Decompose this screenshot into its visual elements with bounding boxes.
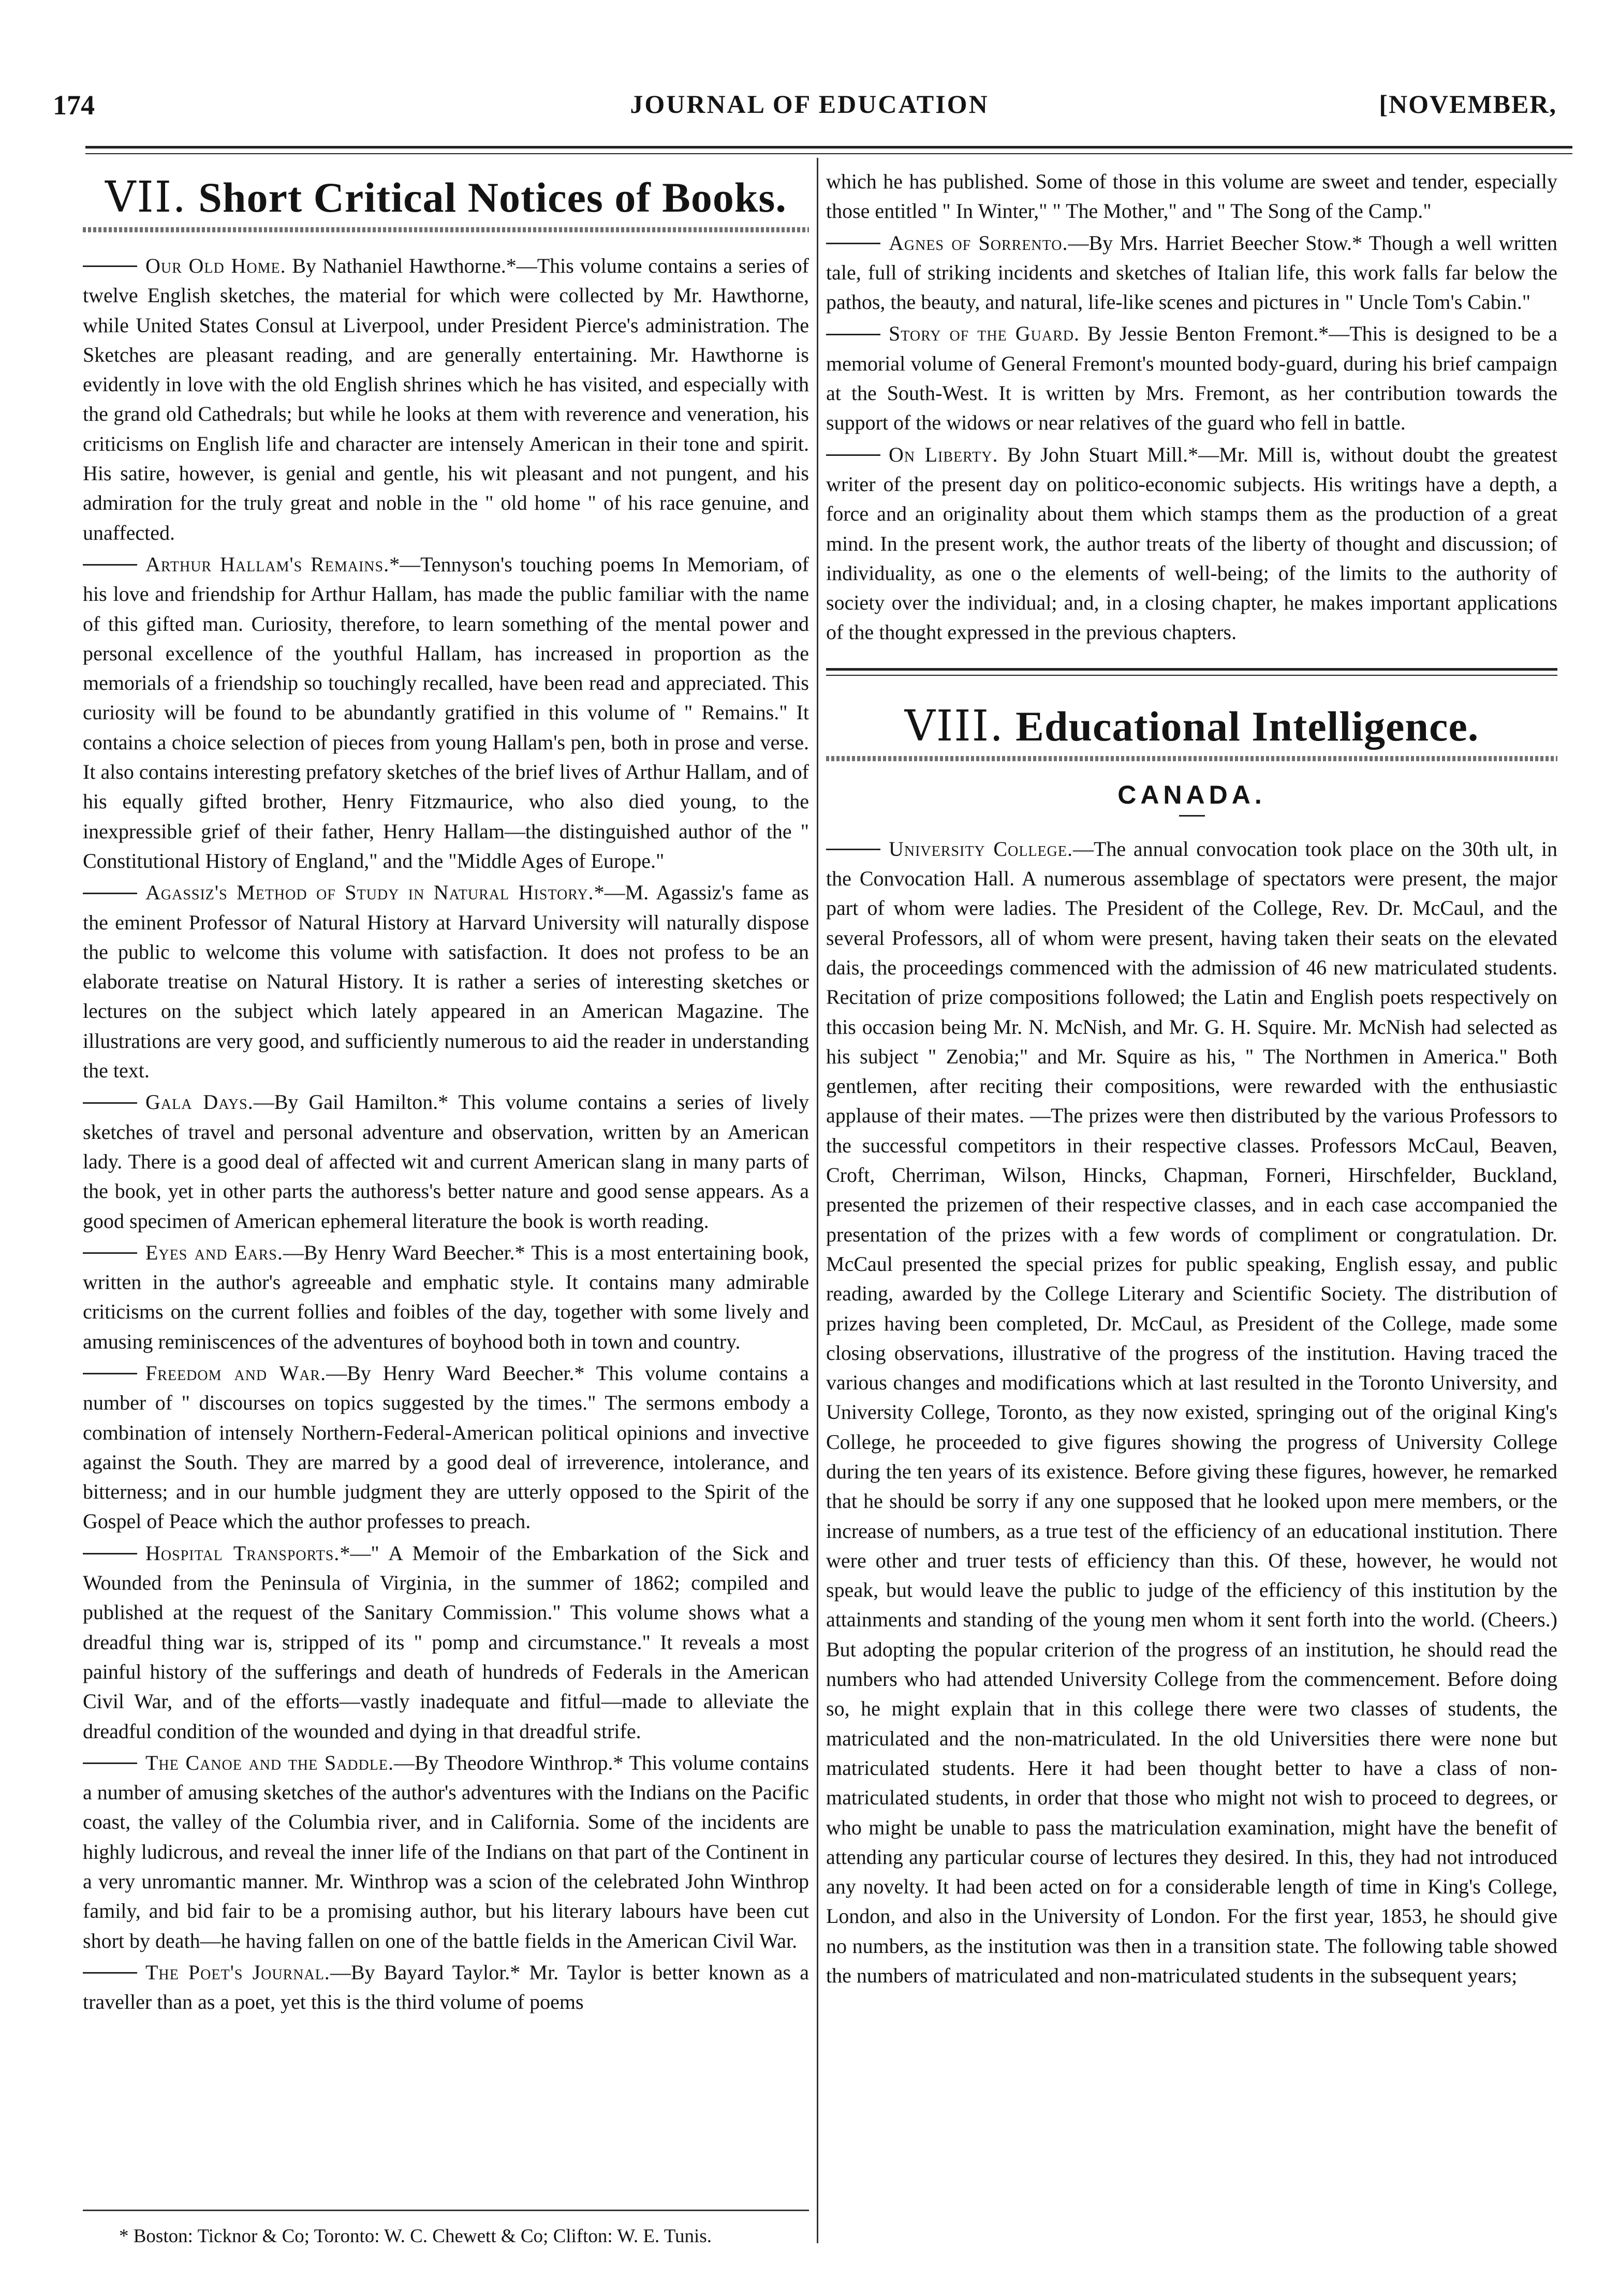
notice-body: *—" A Memoir of the Embarkation of the Sick and Wounded from the Peninsula of Virginia, in the summer of 1862; compiled and published at the request of the Sanitary Commission." This volume shows what a dreadful thing war is, stripped of its " pomp and circumstance." It reveals a most painful history of the sufferings and death of hundreds of Federals in the American Civil War, and of the efforts—vastly inadequate and fitful—made to alleviate the dreadful condition of the wounded and dying in that dreadful strife. — [83, 1541, 809, 1743]
news-article — [826, 834, 1557, 1991]
page-header — [41, 78, 1578, 129]
book-title: The Canoe and the Saddle. — [145, 1751, 394, 1774]
book-notice — [83, 1238, 809, 1356]
em-rule — [83, 893, 137, 894]
em-rule — [826, 849, 880, 850]
left-column — [83, 167, 809, 2019]
footnote: * Boston: Ticknor & Co; Toronto: W. C. Chewett & Co; Clifton: W. E. Tunis. — [119, 2226, 712, 2247]
em-rule — [826, 334, 880, 335]
notice-body: —By Henry Ward Beecher.* This is a most entertaining book, written in the author's agreeable and emphatic style. It contains many admirable criticisms on the current follies and foibles of the day, together with some lively and amusing reminiscences of the adventures of boyhood both in town and country. — [83, 1240, 809, 1353]
em-rule — [83, 265, 137, 267]
book-notice — [83, 1748, 809, 1956]
notice-body: By Nathaniel Hawthorne.*—This volume contains a series of twelve English sketches, the material for which were collected by Mr. Hawthorne, while United States Consul at Liverpool, under President Pierce's administration. The Sketches are pleasant reading, and are generally entertaining. Mr. Hawthorne is evidently in love with the old English shrines which he has visited, and especially with the grand old Cathedrals; but while he looks at them with reverence and veneration, his criticisms on English life and character are intensely American in their tone and spirit. His satire, however, is genial and gentle, his wit pleasant and not pungent, and his admiration for the truly great and noble in the " old home " of his race genuine, and unaffected. — [83, 254, 809, 544]
article-title: University College. — [889, 837, 1073, 861]
notice-body: —By Gail Hamilton.* This volume contains a series of lively sketches of travel and personal adventure and observation, written by an American lady. There is a good deal of affected wit and current American slang in many parts of the book, yet in other parts the authoress's better nature and good sense appears. As a good specimen of American ephemeral literature the book is worth reading. — [83, 1090, 809, 1233]
notice-body: By John Stuart Mill.*—Mr. Mill is, without doubt the greatest writer of the present day on politico-economic subjects. His writings have a depth, a force and an originality about them which stamps them as the production of a great mind. In the present work, the author treats of the liberty of thought and discussion; of individuality, as one o the elements of well-being; of the limits to the authority of society over the individual; and, in a closing chapter, he makes important applications of the thought expressed in the previous chapters. — [826, 442, 1558, 644]
section-8-title — [826, 702, 1557, 751]
page-number: 174 — [53, 90, 95, 121]
em-rule — [83, 1102, 137, 1104]
issue-month: [NOVEMBER, — [1379, 90, 1557, 118]
book-title: Story of the Guard. — [889, 322, 1080, 346]
short-rule — [1179, 815, 1205, 817]
book-notice — [83, 1087, 809, 1235]
notice-body: *—M. Agassiz's fame as the eminent Professor of Natural History at Harvard University will naturally dispose the public to welcome this volume with satisfaction. It does not profess to be an elaborate treatise on Natural History. It is rather a series of interesting sketches or lectures on the subject which lately appeared in an American Magazine. The illustrations are very good, and sufficiently numerous to aid the reader in understanding the text. — [83, 881, 809, 1083]
book-notice — [826, 440, 1557, 647]
book-title: Freedom and War. — [145, 1361, 327, 1385]
book-notice — [83, 550, 809, 876]
section-double-rule — [826, 668, 1557, 676]
book-notice — [83, 878, 809, 1085]
book-title: Gala Days. — [145, 1090, 254, 1114]
notice-body: —By Mrs. Harriet Beecher Stow.* Though a well written tale, full of striking incidents and sketches of Italian life, this work falls far below the pathos, the beauty, and natural, life-like scenes and pictures in " Uncle Tom's Cabin." — [826, 231, 1557, 314]
column-divider — [817, 158, 818, 2243]
book-title: Arthur Hallam's Remains. — [145, 552, 390, 576]
wavy-rule — [83, 227, 809, 232]
book-title: On Liberty. — [889, 442, 998, 466]
em-rule — [83, 1373, 137, 1374]
em-rule — [826, 243, 880, 244]
journal-title: JOURNAL OF EDUCATION — [630, 90, 989, 118]
notice-body: —By Bayard Taylor.* Mr. Taylor is better known as a traveller than as a poet, yet this is the third volume of poems — [83, 1960, 809, 2014]
article-body: —The annual convocation took place on the 30th ult, in the Convocation Hall. A numerous assemblage of spectators were present, the major part of whom were ladies. The President of the College, Rev. Dr. McCaul, and the several Professors, all of whom were present, having taken their seats on the elevated dais, the proceedings commenced with the admission of 46 new matriculated students. Recitation of prize compositions followed; the Latin and English poets respectively on this occasion being Mr. N. McNish, and Mr. G. H. Squire. Mr. McNish had selected as his subject " Zenobia;" and Mr. Squire as his, " The Northmen in America." Both gentlemen, after reciting their compositions, were rewarded with the enthusiastic applause of their mates. —The prizes were then distributed by the various Professors to the successful competitors in their respective classes. Professors McCaul, Beaven, Croft, Cherriman, Wilson, Hincks, Chapman, Forneri, Hirschfelder, Buckland, presented the prizemen of their respective classes, and in each case accompanied the presentation of the prizes with a few words of compliment or congratulation. Dr. McCaul presented the special prizes for public speaking, English essay, and public reading, awarded by the College Literary and Scientific Society. The distribution of prizes having been completed, Dr. McCaul, as President of the College, made some closing observations, illustrative of the progress of the institution. Having traced the various changes and modifications which at last resulted in the Toronto University, and University College, Toronto, as they now existed, springing out of the original King's College, he proceeded to give figures showing the progress of University College during the ten years of its existence. Before giving these figures, however, he remarked that he should be sorry if any one supposed that he looked upon mere members, or the increase of numbers, as a true test of the efficiency of an educational institution. There were other and truer tests of efficiency than this. Of these, however, he would not speak, but would leave the public to judge of the efficiency of this institution by the attainments and standing of the young men whom it sent forth into the world. (Cheers.) But adopting the popular criterion of the progress of an institution, he should read the numbers who had attended University College from the commencement. Before doing so, he might explain that in this college there were two classes of students, the matriculated and the non-matriculated. In the old Universities there were none but matriculated students. Here it had been thought better to have a class of non-matriculated students, in order that those who might not wish to proceed to degrees, or who might be unable to pass the matriculation examination, might have the benefit of attending any particular course of lectures they desired. In this, they had not introduced any novelty. It had been acted on for a considerable length of time in King's College, London, and also in the University of London. For the first year, 1853, he should give no numbers, as the institution was then in a transition state. The following table showed the numbers of matriculated and non-matriculated students in the subsequent years; — [826, 837, 1558, 1988]
em-rule — [83, 1762, 137, 1764]
wavy-rule — [826, 756, 1557, 761]
book-notice — [826, 228, 1557, 317]
section-7-heading: Short Critical Notices of Books. — [198, 174, 787, 221]
section-8-heading: Educational Intelligence. — [1015, 702, 1479, 750]
notice-body: By Jessie Benton Fremont.*—This is designed to be a memorial volume of General Fremont's mounted body-guard, during his brief campaign at the South-West. It is written by Mrs. Fremont, as her contribution towards the support of the widows or near relatives of the guard who fell in battle. — [826, 322, 1557, 435]
right-column — [826, 167, 1557, 1992]
book-title: Our Old Home. — [145, 254, 286, 277]
book-title: Agassiz's Method of Study in Natural History. — [145, 881, 594, 905]
book-notice — [83, 1358, 809, 1536]
section-8-numeral: VIII. — [904, 701, 1005, 751]
book-notice — [83, 1538, 809, 1746]
continued-notice: which he has published. Some of those in this volume are sweet and tender, especially those entitled " In Winter," " The Mother," and " The Song of the Camp." — [826, 170, 1557, 223]
em-rule — [83, 1972, 137, 1974]
book-notice — [826, 319, 1557, 437]
book-notice — [83, 1958, 809, 2017]
em-rule — [83, 564, 137, 566]
canada-subheading: CANADA. — [1117, 780, 1266, 809]
em-rule — [83, 1553, 137, 1554]
book-title: Agnes of Sorrento. — [889, 231, 1068, 255]
notice-body: —By Henry Ward Beecher.* This volume contains a number of " discourses on topics suggested by the times." The sermons embody a combination of intensely Northern-Federal-American political opinions and invective against the South. They are marred by a good deal of irreverence, intolerance, and bitterness; and in our humble judgment they are utterly opposed to the Spirit of the Gospel of Peace which the author professes to preach. — [83, 1361, 809, 1533]
header-rule-thick — [85, 146, 1572, 149]
section-7-title — [83, 173, 809, 222]
book-title: The Poet's Journal. — [145, 1960, 330, 1984]
book-title: Eyes and Ears. — [145, 1240, 283, 1264]
book-notice — [83, 251, 809, 547]
section-7-numeral: VII. — [105, 173, 187, 222]
notice-body: *—Tennyson's touching poems In Memoriam, of his love and friendship for Arthur Hallam, has made the public familiar with the name of this gifted man. Curiosity, therefore, to learn something of the mental power and personal excellence of the youthful Hallam, has increased in proportion as the memorials of a friendship so touchingly recalled, have been read and appreciated. This curiosity will be found to be abundantly gratified in this volume of " Remains." It contains a choice selection of pieces from young Hallam's pen, both in prose and verse. It also contains interesting prefatory sketches of the brief lives of Arthur Hallam, and of his equally gifted brother, Henry Fitzmaurice, who also died young, to the inexpressible grief of their father, Henry Hallam—the distinguished author of the " Constitutional History of England," and the "Middle Ages of Europe." — [83, 552, 809, 872]
footnote-rule — [83, 2210, 809, 2211]
notice-body: —By Theodore Winthrop.* This volume contains a number of amusing sketches of the author's adventures with the Indians on the Pacific coast, the valley of the Columbia river, and in California. Some of the incidents are highly ludicrous, and reveal the inner life of the Indians on that part of the Continent in a very unromantic manner. Mr. Winthrop was a scion of the celebrated John Winthrop family, and bid fair to be a promising author, but his literary labours have been cut short by death—he having fallen on one of the battle fields in the American Civil War. — [83, 1751, 809, 1952]
book-title: Hospital Transports. — [145, 1541, 340, 1565]
em-rule — [83, 1252, 137, 1254]
em-rule — [826, 454, 880, 456]
header-rule-thin — [85, 153, 1572, 154]
